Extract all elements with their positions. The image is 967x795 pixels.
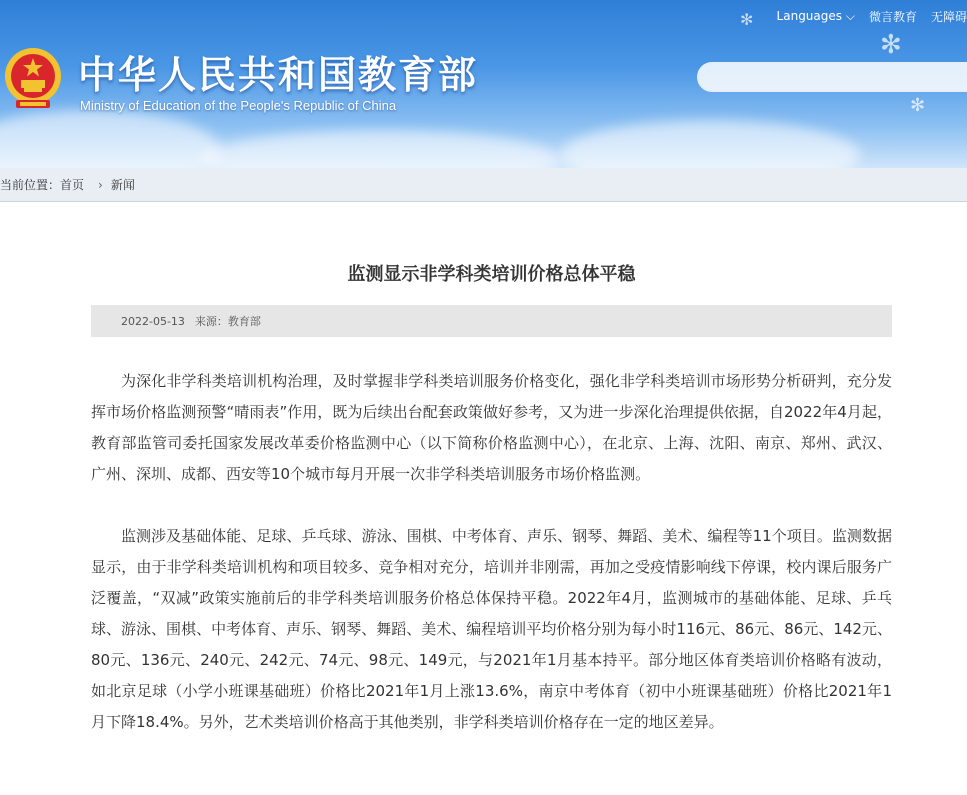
dandelion-icon: ✻ xyxy=(910,95,926,116)
article-paragraph: 监测涉及基础体能、足球、乒乓球、游泳、围棋、中考体育、声乐、钢琴、舞蹈、美术、编程等11个项目。监测数据显示，由于非学科类培训机构和项目较多、竞争相对充分，培训并非刚需，再加之受疫情影响线下停课，校内课后服务广泛覆盖，“双减”政策实施前后的非学科类培训服务价格总体保持平稳。2022年4月，监测城市的基础体能、足球、乒乓球、游泳、围棋、中考体育、声乐、钢琴、舞蹈、美术、编程培训平均价格分别为每小时116元、86元、86元、142元、80元、136元、240元、242元、74元、98元、149元，与2021年1月基本持平。部分地区体育类培训价格略有波动，如北京足球（小学小班课基础班）价格比2021年1月上涨13.6%，南京中考体育（初中小班课基础班）价格比2021年1月下降18.4%。另外，艺术类培训价格高于其他类别，非学科类培训价格存在一定的地区差异。 xyxy=(91,527,892,731)
article-paragraph: 为深化非学科类培训机构治理，及时掌握非学科类培训服务价格变化，强化非学科类培训市场形势分析研判，充分发挥市场价格监测预警“晴雨表”作用，既为后续出台配套政策做好参考，又为进一步深化治理提供依据，自2022年4月起，教育部监管司委托国家发展改革委价格监测中心（以下简称价格监测中心），在北京、上海、沈阳、南京、郑州、武汉、广州、深圳、成都、西安等10个城市每月开展一次非学科类培训服务市场价格监测。 xyxy=(91,372,892,483)
cloud-decoration xyxy=(200,130,560,168)
cloud-decoration xyxy=(560,120,860,168)
breadcrumb xyxy=(0,168,967,202)
dandelion-icon: ✻ xyxy=(880,30,902,60)
site-header xyxy=(0,0,967,168)
article-source: 来源：教育部 xyxy=(194,315,261,328)
site-title-cn: 中华人民共和国教育部 xyxy=(78,53,479,97)
article-meta xyxy=(91,305,892,337)
languages-menu[interactable] xyxy=(777,9,855,24)
breadcrumb-prefix: 当前位置： xyxy=(0,178,61,192)
article-date: 2022-05-13 xyxy=(121,314,185,328)
chevron-right-icon: › xyxy=(98,177,103,192)
cloud-decoration xyxy=(0,110,220,168)
search-input[interactable] xyxy=(697,62,967,92)
accessibility-link[interactable]: 无障碍 xyxy=(930,10,967,24)
article-title: 监测显示非学科类培训价格总体平稳 xyxy=(347,264,636,285)
weiyan-link[interactable]: 微言教育 xyxy=(868,10,917,24)
languages-label: Languages xyxy=(776,9,843,23)
breadcrumb-current[interactable]: 新闻 xyxy=(110,178,135,192)
article-body xyxy=(91,366,892,769)
breadcrumb-home[interactable]: 首页 xyxy=(60,178,85,192)
national-emblem-icon xyxy=(2,44,64,112)
top-links xyxy=(777,8,967,25)
chevron-down-icon: ⌵ xyxy=(845,9,855,23)
dandelion-icon: ✻ xyxy=(740,10,754,29)
site-title-en: Ministry of Education of the People's Republic of China xyxy=(80,98,397,113)
